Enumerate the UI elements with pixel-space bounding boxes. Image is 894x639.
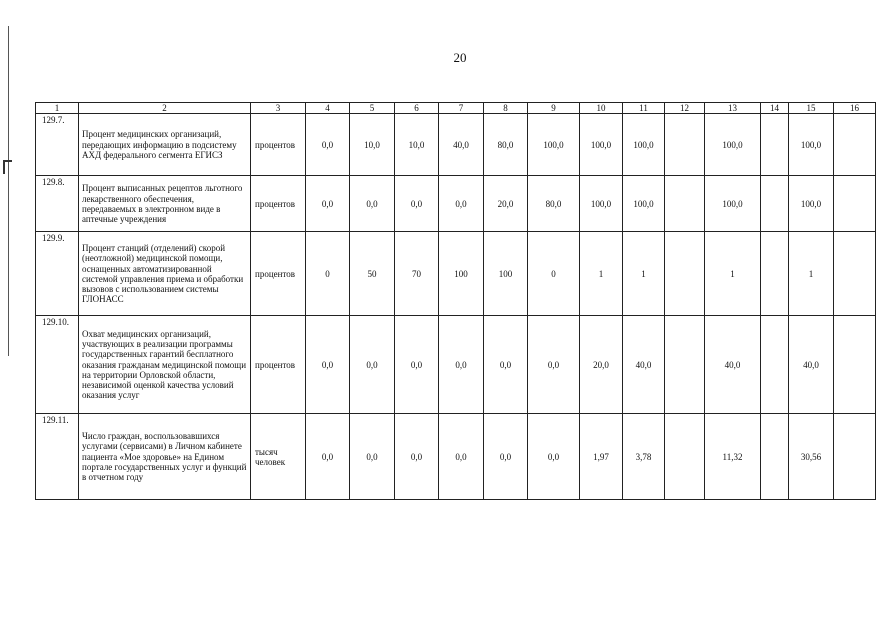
left-margin-rule — [8, 26, 9, 356]
value-cell — [761, 114, 789, 176]
header-cell: 2 — [79, 103, 251, 114]
value-cell: 1 — [705, 232, 761, 316]
header-cell: 5 — [350, 103, 395, 114]
value-cell: 0,0 — [484, 316, 528, 414]
unit-cell: процентов — [251, 232, 306, 316]
value-cell: 0,0 — [395, 414, 439, 500]
value-cell: 100,0 — [623, 114, 665, 176]
value-cell: 100,0 — [705, 114, 761, 176]
value-cell: 100 — [439, 232, 484, 316]
value-cell: 11,32 — [705, 414, 761, 500]
value-cell — [665, 114, 705, 176]
value-cell: 3,78 — [623, 414, 665, 500]
value-cell: 100,0 — [580, 176, 623, 232]
value-cell: 0,0 — [484, 414, 528, 500]
header-cell: 4 — [306, 103, 350, 114]
value-cell — [834, 114, 876, 176]
value-cell: 40,0 — [705, 316, 761, 414]
value-cell — [665, 232, 705, 316]
binding-mark — [3, 160, 12, 174]
value-cell — [761, 176, 789, 232]
row-number-cell: 129.7. — [36, 114, 79, 176]
indicator-description-cell: Охват медицинских организаций, участвующих в реализации программы государственных гарантий бесплатного оказания гражданам медицинской помощи на территории Орловской области, независимой оценкой качества условий оказания услуг — [79, 316, 251, 414]
value-cell: 0,0 — [306, 414, 350, 500]
header-cell: 13 — [705, 103, 761, 114]
row-number-cell: 129.11. — [36, 414, 79, 500]
value-cell: 30,56 — [789, 414, 834, 500]
value-cell — [761, 316, 789, 414]
value-cell: 100,0 — [789, 176, 834, 232]
indicator-description-cell: Процент медицинских организаций, передающих информацию в подсистему АХД федерального сегмента ЕГИСЗ — [79, 114, 251, 176]
header-cell: 14 — [761, 103, 789, 114]
value-cell — [834, 316, 876, 414]
value-cell: 100,0 — [623, 176, 665, 232]
table-row — [36, 114, 876, 176]
value-cell — [665, 414, 705, 500]
value-cell: 100,0 — [528, 114, 580, 176]
value-cell: 100,0 — [789, 114, 834, 176]
value-cell: 0,0 — [395, 316, 439, 414]
table-row — [36, 414, 876, 500]
header-cell: 7 — [439, 103, 484, 114]
value-cell: 0,0 — [350, 176, 395, 232]
table-header-row — [36, 103, 876, 114]
value-cell: 0,0 — [528, 316, 580, 414]
value-cell: 100 — [484, 232, 528, 316]
value-cell: 0 — [306, 232, 350, 316]
value-cell: 1 — [623, 232, 665, 316]
value-cell: 0,0 — [306, 176, 350, 232]
page-number: 20 — [453, 50, 467, 65]
value-cell: 0,0 — [306, 114, 350, 176]
value-cell: 0,0 — [350, 316, 395, 414]
value-cell: 1,97 — [580, 414, 623, 500]
value-cell: 0,0 — [528, 414, 580, 500]
value-cell: 0,0 — [439, 316, 484, 414]
indicator-description-cell: Число граждан, воспользовавшихся услугами (сервисами) в Личном кабинете пациента «Мое здоровье» на Едином портале государственных услуг и функций в отчетном году — [79, 414, 251, 500]
row-number-cell: 129.8. — [36, 176, 79, 232]
value-cell — [665, 316, 705, 414]
value-cell — [834, 414, 876, 500]
indicator-description-cell: Процент выписанных рецептов льготного лекарственного обеспечения, передаваемых в электронном виде в аптечные учреждения — [79, 176, 251, 232]
indicator-table — [35, 102, 876, 500]
unit-cell: процентов — [251, 114, 306, 176]
unit-cell: тысяч человек — [251, 414, 306, 500]
value-cell — [761, 232, 789, 316]
row-number-cell: 129.9. — [36, 232, 79, 316]
value-cell: 80,0 — [484, 114, 528, 176]
value-cell — [834, 232, 876, 316]
value-cell: 70 — [395, 232, 439, 316]
header-cell: 16 — [834, 103, 876, 114]
header-cell: 10 — [580, 103, 623, 114]
header-cell: 11 — [623, 103, 665, 114]
indicator-description-cell: Процент станций (отделений) скорой (неотложной) медицинской помощи, оснащенных автоматизированной системой управления приема и обработки вызовов с использованием системы ГЛОНАСС — [79, 232, 251, 316]
value-cell — [761, 414, 789, 500]
value-cell — [834, 176, 876, 232]
header-cell: 1 — [36, 103, 79, 114]
value-cell: 10,0 — [395, 114, 439, 176]
value-cell: 20,0 — [484, 176, 528, 232]
header-cell: 12 — [665, 103, 705, 114]
value-cell: 1 — [789, 232, 834, 316]
unit-cell: процентов — [251, 316, 306, 414]
value-cell: 0,0 — [350, 414, 395, 500]
value-cell: 1 — [580, 232, 623, 316]
value-cell: 80,0 — [528, 176, 580, 232]
value-cell: 100,0 — [705, 176, 761, 232]
value-cell — [665, 176, 705, 232]
value-cell: 40,0 — [789, 316, 834, 414]
value-cell: 50 — [350, 232, 395, 316]
header-cell: 15 — [789, 103, 834, 114]
header-cell: 9 — [528, 103, 580, 114]
unit-cell: процентов — [251, 176, 306, 232]
value-cell: 0 — [528, 232, 580, 316]
table-row — [36, 232, 876, 316]
table-row — [36, 176, 876, 232]
value-cell: 40,0 — [439, 114, 484, 176]
value-cell: 0,0 — [439, 414, 484, 500]
value-cell: 100,0 — [580, 114, 623, 176]
row-number-cell: 129.10. — [36, 316, 79, 414]
header-cell: 3 — [251, 103, 306, 114]
value-cell: 0,0 — [395, 176, 439, 232]
value-cell: 10,0 — [350, 114, 395, 176]
value-cell: 40,0 — [623, 316, 665, 414]
header-cell: 8 — [484, 103, 528, 114]
header-cell: 6 — [395, 103, 439, 114]
value-cell: 0,0 — [439, 176, 484, 232]
value-cell: 0,0 — [306, 316, 350, 414]
table-row — [36, 316, 876, 414]
value-cell: 20,0 — [580, 316, 623, 414]
